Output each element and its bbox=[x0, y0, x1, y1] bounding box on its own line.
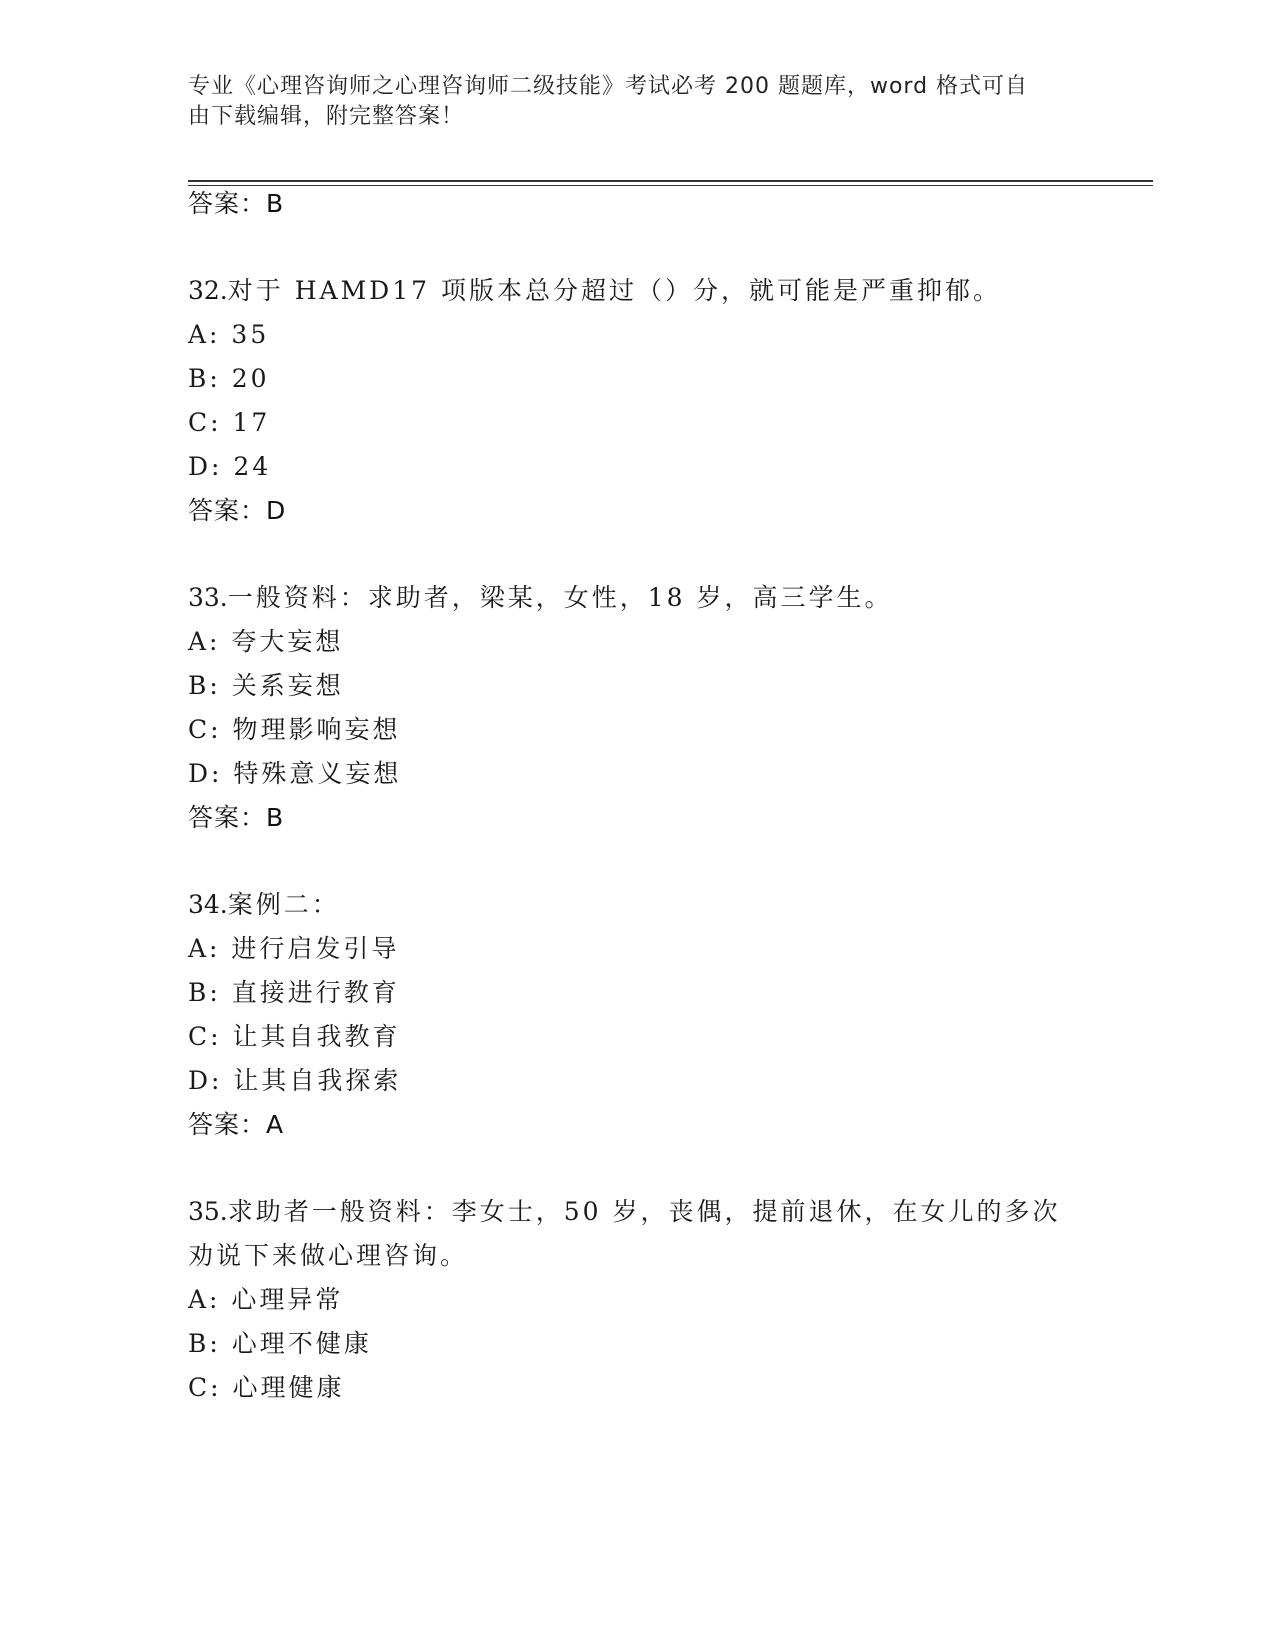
option-32-d: D: 24 bbox=[188, 452, 272, 481]
question-text: 案例二： bbox=[227, 890, 340, 919]
question-number: 34. bbox=[188, 890, 228, 919]
answer-33 bbox=[188, 802, 284, 834]
question-text: 求助者一般资料：李女士，50 岁，丧偶，提前退休，在女儿的多次 bbox=[227, 1197, 1061, 1226]
question-number: 33. bbox=[188, 583, 228, 612]
option-32-b: B: 20 bbox=[188, 364, 270, 393]
option-33-c: C: 物理影响妄想 bbox=[188, 715, 401, 744]
question-text: 一般资料：求助者，梁某，女性，18 岁，高三学生。 bbox=[227, 583, 893, 612]
answer-value: B bbox=[266, 803, 285, 832]
answer-prev bbox=[188, 188, 284, 220]
option-35-c: C: 心理健康 bbox=[188, 1373, 345, 1402]
option-34-b: B: 直接进行教育 bbox=[188, 978, 400, 1007]
question-32 bbox=[188, 275, 1001, 307]
option-33-b: B: 关系妄想 bbox=[188, 671, 344, 700]
question-text: 对于 HAMD17 项版本总分超过（）分，就可能是严重抑郁。 bbox=[227, 276, 1001, 305]
header-divider bbox=[188, 180, 1153, 182]
question-34 bbox=[188, 889, 340, 921]
option-35-b: B: 心理不健康 bbox=[188, 1329, 372, 1358]
header-line-2: 由下载编辑，附完整答案！ bbox=[188, 104, 465, 129]
option-32-c: C: 17 bbox=[188, 408, 271, 437]
option-32-a: A: 35 bbox=[188, 320, 270, 349]
document-header bbox=[188, 72, 1068, 132]
answer-label: 答案： bbox=[188, 1110, 267, 1139]
answer-label: 答案： bbox=[188, 803, 267, 832]
answer-34 bbox=[188, 1109, 284, 1141]
question-35-continued: 劝说下来做心理咨询。 bbox=[188, 1241, 469, 1270]
header-line-1: 专业《心理咨询师之心理咨询师二级技能》考试必考 200 题题库，word 格式可自 bbox=[188, 74, 1029, 99]
answer-value: B bbox=[266, 189, 285, 218]
answer-label: 答案： bbox=[188, 189, 267, 218]
question-number: 35. bbox=[188, 1197, 228, 1226]
option-34-c: C: 让其自我教育 bbox=[188, 1022, 401, 1051]
question-33 bbox=[188, 582, 893, 614]
answer-value: A bbox=[266, 1110, 285, 1139]
answer-32 bbox=[188, 495, 286, 527]
option-35-a: A: 心理异常 bbox=[188, 1285, 344, 1314]
answer-label: 答案： bbox=[188, 496, 267, 525]
question-number: 32. bbox=[188, 276, 228, 305]
question-35 bbox=[188, 1196, 1061, 1228]
option-34-d: D: 让其自我探索 bbox=[188, 1066, 402, 1095]
option-33-a: A: 夸大妄想 bbox=[188, 627, 344, 656]
option-33-d: D: 特殊意义妄想 bbox=[188, 759, 402, 788]
option-34-a: A: 进行启发引导 bbox=[188, 934, 400, 963]
header-divider-thin bbox=[188, 185, 1153, 186]
answer-value: D bbox=[266, 496, 287, 525]
